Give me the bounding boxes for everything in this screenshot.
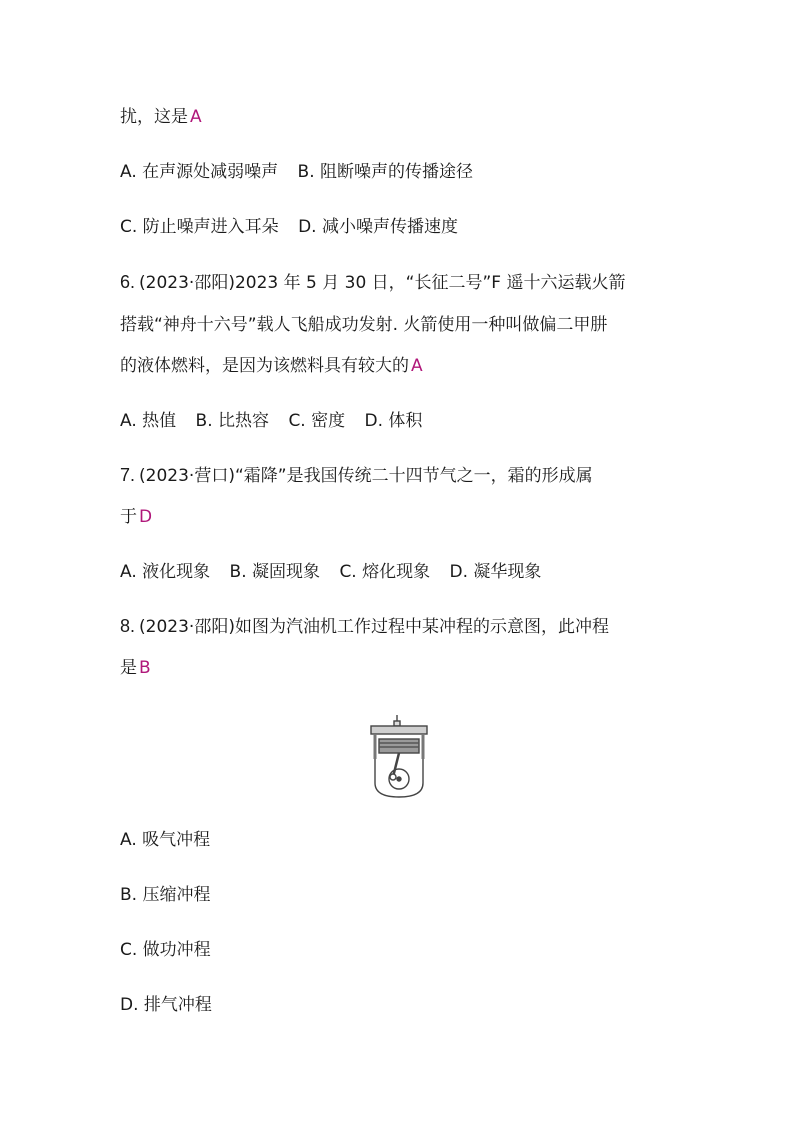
q6-option-a: A. 热值 [120,411,177,431]
q5-option-a: A. 在声源处减弱噪声 [120,162,279,182]
q5-stem-tail [120,105,202,129]
q7-source: (2023·营口) [139,466,235,486]
q8-text-2: 是 [120,658,137,678]
q7-answer: D [139,507,153,527]
q5-stem-text: 扰，这是 [120,107,188,127]
q8-option-a: A. 吸气冲程 [120,830,211,850]
engine-stroke-diagram [365,713,433,799]
q8-number: 8. [120,616,136,636]
q7-option-c: C. 熔化现象 [339,562,431,582]
q6-options [120,409,436,433]
q8-stem-line1 [120,614,609,639]
q5-options-row2 [120,215,472,239]
piston [379,739,419,753]
q7-option-a: A. 液化现象 [120,562,211,582]
q8-option-b: B. 压缩冲程 [120,885,211,905]
q6-source: (2023·邵阳) [139,273,235,293]
q6-stem-line2 [120,313,607,337]
q5-options-row1 [120,160,487,184]
q7-text-1: “霜降”是我国传统二十四节气之一，霜的形成属 [234,466,593,486]
q6-text-1: 2023 年 5 月 30 日，“长征二号”F 遥十六运载火箭 [234,273,626,293]
q6-stem-line3 [120,354,423,378]
q7-option-b: B. 凝固现象 [229,562,321,582]
q8-source: (2023·邵阳) [139,617,235,637]
q6-text-3: 的液体燃料，是因为该燃料具有较大的 [120,356,409,376]
q8-answer: B [139,658,151,678]
q8-stem-line2 [120,656,151,680]
q6-option-d: D. 体积 [364,411,423,431]
q7-text-2: 于 [120,507,137,527]
q5-answer: A [190,107,202,127]
q7-number: 7. [120,465,136,485]
q8-text-1: 如图为汽油机工作过程中某冲程的示意图，此冲程 [234,617,609,637]
q6-option-c: C. 密度 [288,411,346,431]
q6-answer: A [411,356,423,376]
q7-stem-line1 [120,463,593,488]
q6-stem-line1 [120,270,625,295]
q7-option-d: D. 凝华现象 [449,562,542,582]
q6-text-2: 搭载“神舟十六号”载人飞船成功发射. 火箭使用一种叫做偏二甲肼 [120,315,608,335]
cylinder-head [371,726,427,734]
q5-option-d: D. 减小噪声传播速度 [298,217,458,237]
q5-option-c: C. 防止噪声进入耳朵 [120,217,279,237]
q8-option-d: D. 排气冲程 [120,995,212,1015]
q5-option-b: B. 阻断噪声的传播途径 [297,162,474,182]
q6-number: 6. [120,272,136,292]
q7-stem-line2 [120,505,152,529]
q7-options [120,560,555,584]
q8-option-c: C. 做功冲程 [120,940,211,960]
q6-option-b: B. 比热容 [195,411,270,431]
connecting-rod [393,753,399,777]
